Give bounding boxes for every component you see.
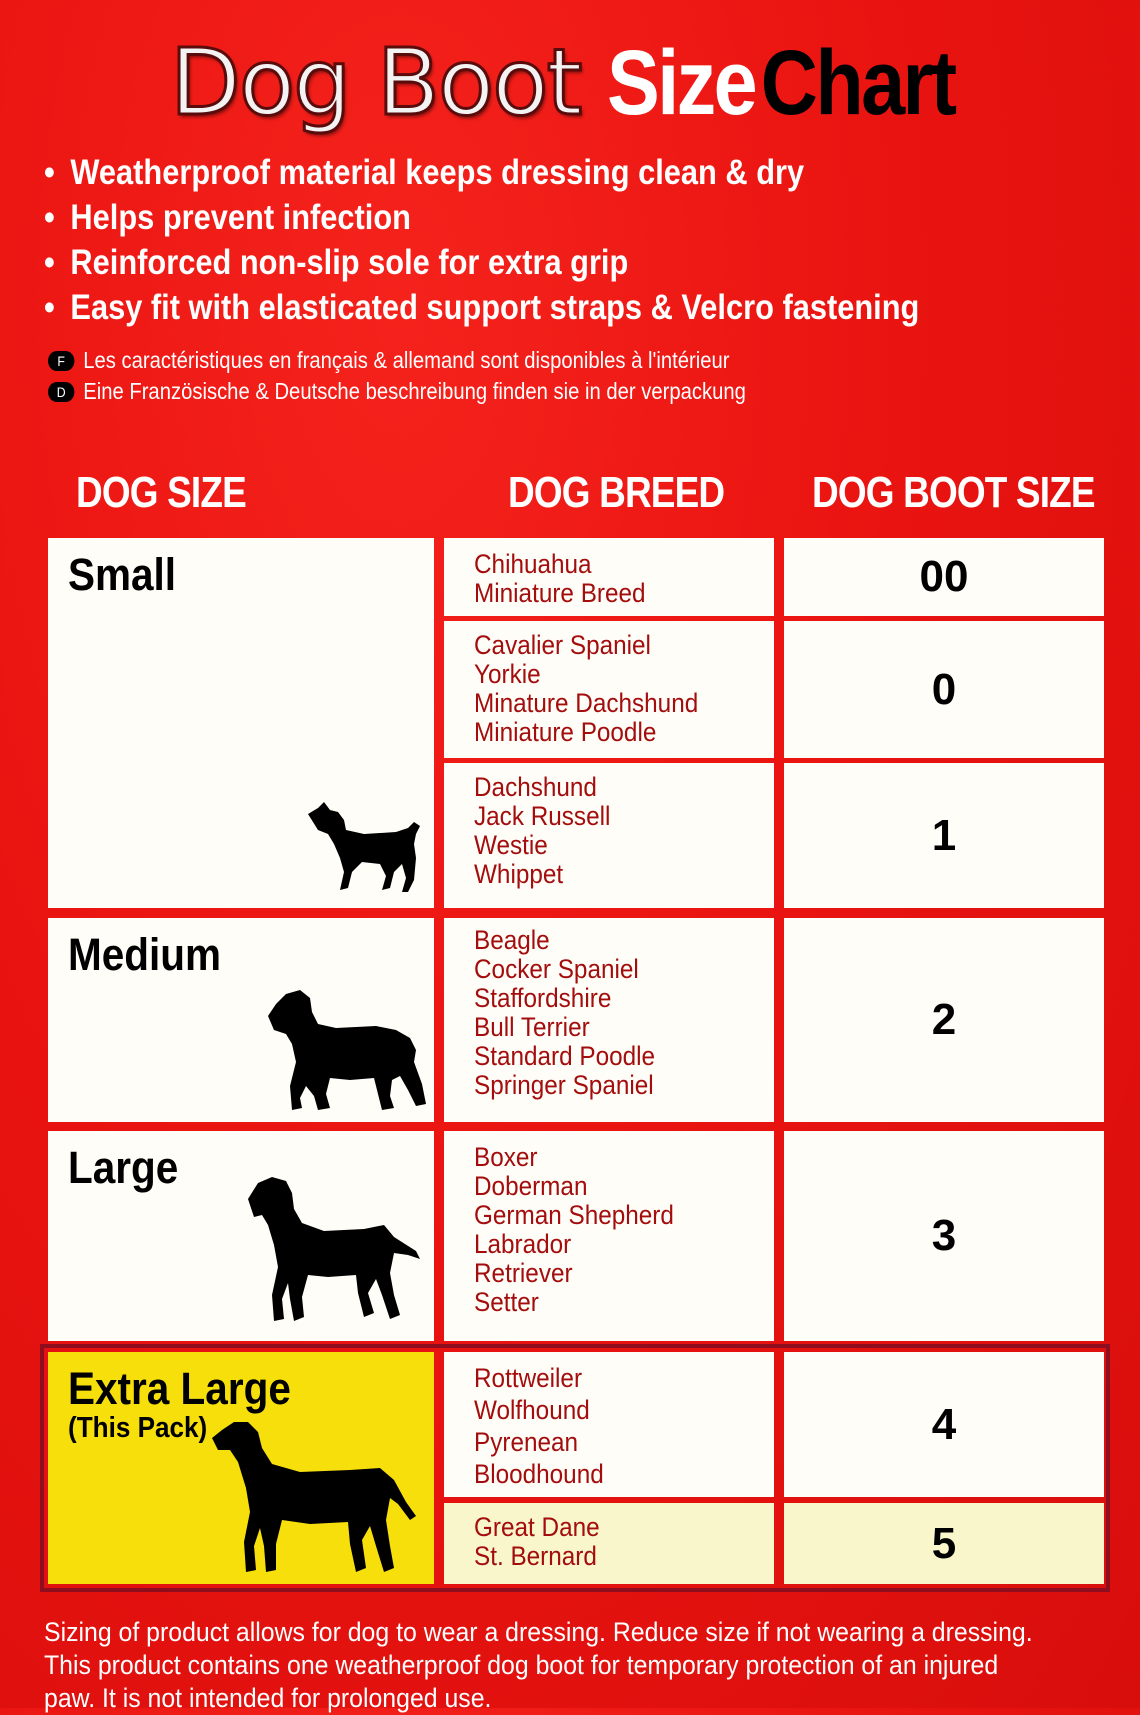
feature-item: • Reinforced non-slip sole for extra grip [44, 240, 919, 285]
breed-item: Doberman [474, 1171, 588, 1201]
boot-size-value: 3 [931, 1211, 957, 1260]
language-badge-f: F [48, 351, 74, 371]
boot-size-cell [784, 538, 1104, 616]
this-pack-highlight-frame [40, 1344, 1110, 1592]
breed-item: Miniature Poodle [474, 717, 657, 747]
size-label-large: Large [68, 1142, 179, 1193]
breed-item: Dachshund [474, 772, 597, 802]
breed-item: Rottweiler [474, 1363, 583, 1393]
breed-list [474, 550, 646, 608]
boot-size-value: 4 [931, 1399, 957, 1449]
feature-item: • Easy fit with elasticated support straps & Velcro fastening [44, 285, 919, 330]
breed-item: Jack Russell [474, 801, 611, 831]
breed-item: Cocker Spaniel [474, 954, 639, 984]
small-dog-icon [304, 800, 434, 900]
boot-size-cell [784, 763, 1104, 908]
title-part-3: Chart [760, 32, 955, 134]
breed-list [474, 926, 655, 1100]
boot-size-value: 0 [931, 664, 957, 714]
feature-list [44, 150, 1039, 330]
size-label-small: Small [68, 549, 177, 600]
boot-size-value: 00 [919, 552, 969, 601]
boot-size-cell [784, 918, 1104, 1122]
language-note-german [48, 376, 746, 406]
size-cell-large [48, 1131, 434, 1341]
boot-size-value: 2 [931, 995, 957, 1044]
breed-item: Miniature Breed [474, 578, 646, 608]
title-part-1: Dog Boot [170, 29, 581, 136]
language-badge-d: D [48, 382, 74, 402]
breed-cell [444, 763, 774, 908]
breed-item: Cavalier Spaniel [474, 630, 651, 660]
breed-item: Wolfhound [474, 1395, 590, 1425]
breed-item: Chihuahua [474, 549, 592, 579]
breed-cell [444, 1131, 774, 1341]
breed-item: Staffordshire [474, 983, 612, 1013]
breed-list [474, 631, 698, 747]
breed-item: St. Bernard [474, 1541, 597, 1571]
column-header-dog-breed: DOG BREED [508, 468, 725, 517]
breed-cell [444, 918, 774, 1122]
footer-note: Sizing of product allows for dog to wear a dressing. Reduce size if not wearing a dressing. This product contains one weatherproof dog boot for temporary protection of an injured paw. It is not intended for prolonged use. [44, 1617, 1033, 1713]
breed-item: Bloodhound [474, 1459, 604, 1489]
language-note-text: Eine Französische & Deutsche beschreibung finden sie in der verpackung [83, 378, 746, 404]
breed-item: Labrador [474, 1229, 572, 1259]
breed-item: Pyrenean [474, 1427, 579, 1457]
breed-item: Retriever [474, 1258, 573, 1288]
size-cell-medium [48, 918, 434, 1122]
breed-item: Beagle [474, 925, 550, 955]
breed-list [474, 1143, 674, 1317]
medium-dog-icon [266, 986, 426, 1114]
size-label-medium: Medium [68, 929, 222, 980]
size-note-this-pack: (This Pack) [68, 1412, 208, 1444]
page-title [0, 28, 1140, 138]
breed-item: Minature Dachshund [474, 688, 699, 718]
boot-size-value: 5 [931, 1518, 957, 1568]
breed-cell [444, 538, 774, 616]
breed-item: Westie [474, 830, 548, 860]
boot-size-value: 1 [931, 810, 957, 860]
title-part-2: Size [606, 32, 755, 134]
large-dog-icon [244, 1175, 424, 1325]
breed-cell [444, 621, 774, 758]
language-note-text: Les caractéristiques en français & allemand sont disponibles à l'intérieur [83, 347, 730, 373]
boot-size-cell [784, 621, 1104, 758]
column-header-dog-boot-size: DOG BOOT SIZE [812, 468, 1095, 517]
breed-list [474, 773, 610, 889]
boot-size-cell [784, 1131, 1104, 1341]
feature-item: • Weatherproof material keeps dressing clean & dry [44, 150, 919, 195]
breed-item: Standard Poodle [474, 1041, 656, 1071]
breed-item: Bull Terrier [474, 1012, 590, 1042]
breed-item: Setter [474, 1287, 539, 1317]
breed-item: German Shepherd [474, 1200, 674, 1230]
size-cell-small [48, 538, 434, 908]
language-note-french [48, 345, 729, 375]
breed-item: Boxer [474, 1142, 538, 1172]
size-label-extra-large: Extra Large [68, 1363, 291, 1414]
breed-item: Whippet [474, 859, 564, 889]
breed-item: Springer Spaniel [474, 1070, 654, 1100]
feature-item: • Helps prevent infection [44, 195, 919, 240]
column-header-dog-size: DOG SIZE [76, 468, 246, 517]
breed-item: Yorkie [474, 659, 541, 689]
breed-item: Great Dane [474, 1512, 600, 1542]
